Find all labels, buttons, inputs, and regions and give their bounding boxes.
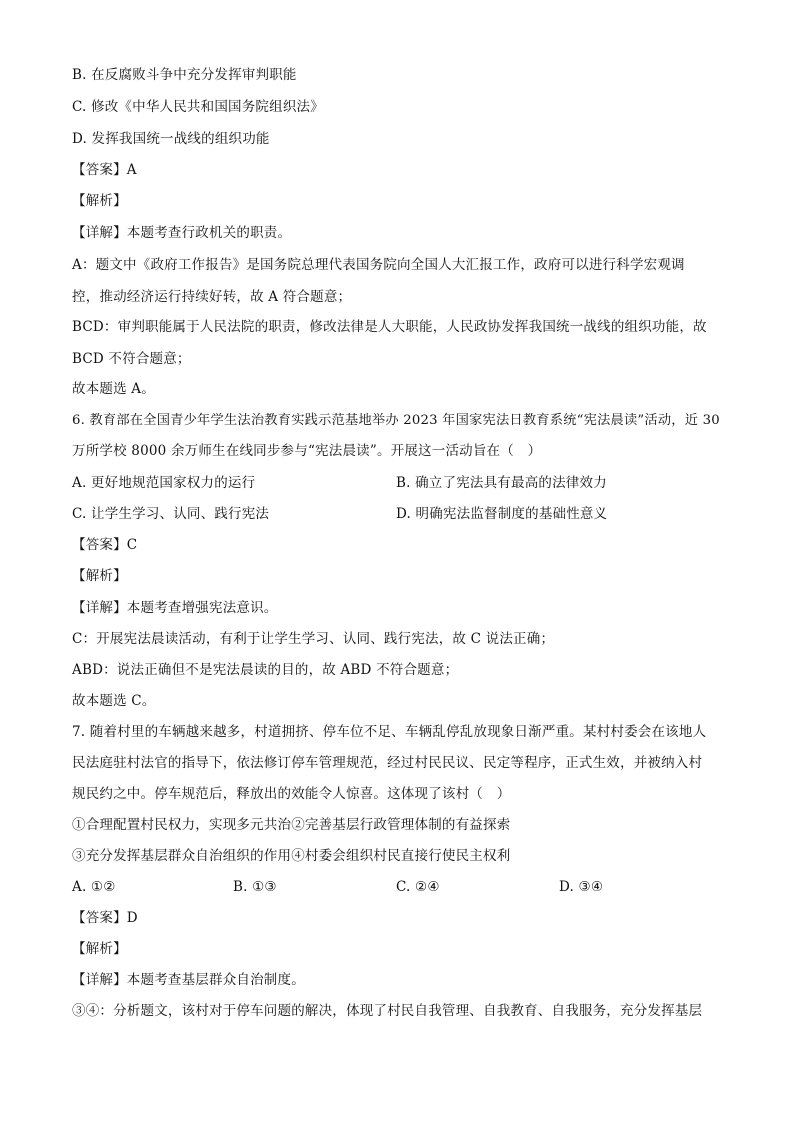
q6-analysis-label: 【解析】 [72,568,127,584]
q5-option-b: B. 在反腐败斗争中充分发挥审判职能 [72,67,297,83]
q6-detail: 【详解】本题考查增强宪法意识。 [72,600,278,616]
q6-option-b: B. 确立了宪法具有最高的法律效力 [396,475,607,491]
q6-stem-line2: 万所学校 8000 余万师生在线同步参与“宪法晨读”。开展这一活动旨在（ ） [72,443,542,459]
q6-explain-c: C：开展宪法晨读活动，有利于让学生学习、认同、践行宪法，故 C 说法正确； [72,631,555,647]
q5-explain-bcd-line2: BCD 不符合题意； [72,351,191,367]
q6-option-d: D. 明确宪法监督制度的基础性意义 [396,506,608,522]
q5-explain-a-line2: 控，推动经济运行持续好转，故 A 符合题意； [72,289,352,305]
q7-analysis-label: 【解析】 [72,941,127,957]
q5-explain-a-line1: A：题文中《政府工作报告》是国务院总理代表国务院向全国人大汇报工作，政府可以进行科学宏观调 [72,257,685,273]
q7-option-a: A. ①② [72,879,116,895]
q7-items-line2: ③充分发挥基层群众自治组织的作用④村委会组织村民直接行使民主权利 [72,848,511,864]
q7-stem-line2: 民法庭驻村法官的指导下，依法修订停车管理规范，经过村民民议、民定等程序，正式生效，并被纳入村 [72,755,703,771]
q6-answer: 【答案】C [72,537,138,553]
q7-option-d: D. ③④ [559,879,604,895]
q6-explain-abd: ABD：说法正确但不是宪法晨读的目的，故 ABD 不符合题意； [72,662,459,678]
q5-detail: 【详解】本题考查行政机关的职责。 [72,225,292,241]
q6-stem-line1: 6. 教育部在全国青少年学生法治教育实践示范基地举办 2023 年国家宪法日教育系统“宪法晨读”活动，近 30 [72,413,720,428]
q6-option-a: A. 更好地规范国家权力的运行 [72,475,256,491]
q5-option-c: C. 修改《中华人民共和国国务院组织法》 [72,99,324,115]
q7-option-b: B. ①③ [233,879,277,895]
q6-option-c: C. 让学生学习、认同、践行宪法 [72,506,270,522]
q7-stem-line3: 规民约之中。停车规范后，释放出的效能令人惊喜。这体现了该村（ ） [72,786,511,802]
q5-option-d: D. 发挥我国统一战线的组织功能 [72,131,270,147]
q7-items-line1: ①合理配置村民权力，实现多元共治②完善基层行政管理体制的有益探索 [72,817,511,833]
q7-detail: 【详解】本题考查基层群众自治制度。 [72,972,305,988]
q7-stem-line1: 7. 随着村里的车辆越来越多，村道拥挤、停车位不足、车辆乱停乱放现象日渐严重。某村村委会在该地人 [72,724,707,740]
q5-conclusion: 故本题选 A。 [72,381,155,397]
q6-conclusion: 故本题选 C。 [72,693,156,709]
q5-explain-bcd-line1: BCD：审判职能属于人民法院的职责，修改法律是人大职能，人民政协发挥我国统一战线的组织功能，故 [72,319,707,335]
q7-explain-line1: ③④：分析题文，该村对于停车问题的解决，体现了村民自我管理、自我教育、自我服务，充分发挥基层 [72,1003,703,1019]
q5-answer: 【答案】A [72,162,137,178]
q5-analysis-label: 【解析】 [72,193,127,209]
q7-option-c: C. ②④ [396,879,440,895]
q7-answer: 【答案】D [72,910,138,926]
